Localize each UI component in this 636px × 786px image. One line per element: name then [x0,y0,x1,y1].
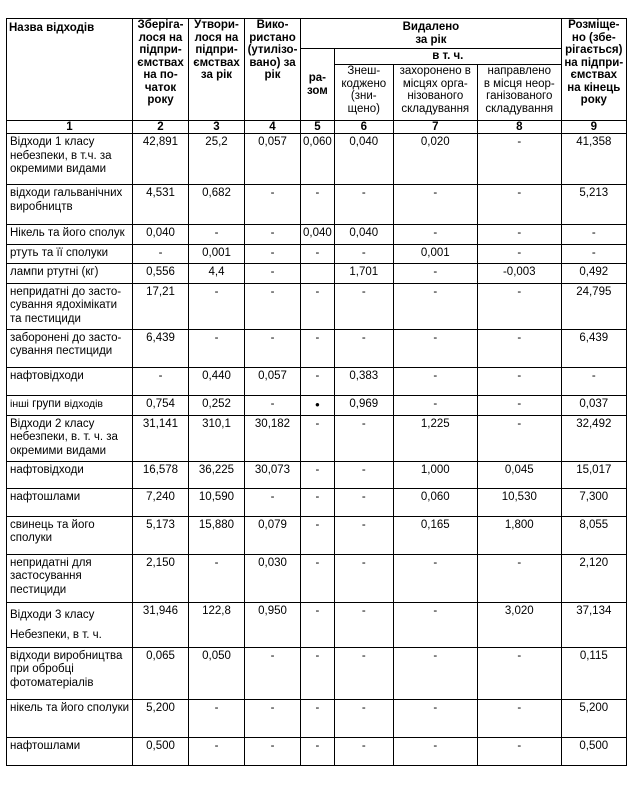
cell-value: - [245,263,301,283]
cell-value: - [301,554,335,602]
cell-value: - [245,699,301,737]
cell-value: - [334,647,393,699]
table-row [7,737,627,765]
cell-value: 32,492 [561,415,626,461]
cell-value: - [301,185,335,225]
cell-value: - [301,367,335,395]
cell-value: 0,383 [334,367,393,395]
cell-value: 15,017 [561,461,626,488]
cell-value: - [245,647,301,699]
cell-value: - [477,737,561,765]
cell-value: - [301,699,335,737]
cell-value: - [301,283,335,329]
cell-value [301,263,335,283]
cell-value: - [301,461,335,488]
table-row [7,395,627,415]
cell-value: - [393,647,477,699]
col-number: 2 [133,121,189,134]
cell-value: - [133,245,189,264]
cell-value: 41,358 [561,134,626,185]
cell-value: - [334,283,393,329]
cell-value: 0,492 [561,263,626,283]
row-name: Відходи 3 класу Небезпеки, в т. ч. [7,602,133,647]
row-name: відходи гальванічних виробництв [7,185,133,225]
cell-value: 0,065 [133,647,189,699]
row-name: непридатні для застосування пестициди [7,554,133,602]
col-number: 1 [7,121,133,134]
cell-value: 0,020 [393,134,477,185]
row-name: ртуть та її сполуки [7,245,133,264]
cell-value: - [133,367,189,395]
cell-value: 0,045 [477,461,561,488]
waste-table [6,18,627,766]
cell-value: 0,040 [133,225,189,245]
cell-value: - [393,737,477,765]
cell-value: 0,060 [301,134,335,185]
cell-value: - [393,602,477,647]
cell-value: 0,057 [245,367,301,395]
header-removed: Видалено за рік [301,19,562,49]
cell-value: 1,800 [477,516,561,554]
cell-value: - [301,488,335,516]
table-row [7,647,627,699]
cell-value: - [189,737,245,765]
cell-value: 31,946 [133,602,189,647]
cell-value: 0,040 [334,134,393,185]
cell-value: 30,182 [245,415,301,461]
header-stored-start: Зберіга- лося на підпри- ємствах на по- чаток року [133,19,189,121]
cell-value: - [245,737,301,765]
cell-value: - [393,699,477,737]
cell-value: 42,891 [133,134,189,185]
cell-value: 6,439 [133,329,189,367]
col-number: 8 [477,121,561,134]
cell-value: 8,055 [561,516,626,554]
cell-value: 0,057 [245,134,301,185]
cell-value: - [245,225,301,245]
cell-value: 1,701 [334,263,393,283]
cell-value: - [477,395,561,415]
cell-value: 0,060 [393,488,477,516]
cell-value: 25,2 [189,134,245,185]
table-row [7,283,627,329]
cell-value: - [334,699,393,737]
cell-value: 0,500 [133,737,189,765]
cell-value: 7,240 [133,488,189,516]
row-name: свинець та його сполуки [7,516,133,554]
cell-value: - [477,185,561,225]
cell-value: - [477,367,561,395]
header-sent: направлено в місця неор- ганізованого складування [477,65,561,121]
header-placed-end: Розміще- но (збе- рігається) на підпри- ємствах на кінець року [561,19,626,121]
col-number: 4 [245,121,301,134]
cell-value: 4,4 [189,263,245,283]
table-row [7,245,627,264]
cell-value: 0,079 [245,516,301,554]
header-total: ра- зом [301,49,335,121]
cell-value: 0,556 [133,263,189,283]
cell-value: -0,003 [477,263,561,283]
cell-value: 122,8 [189,602,245,647]
cell-value: - [189,329,245,367]
cell-value: - [245,395,301,415]
header-name: Назва відходів [7,19,133,121]
cell-value: 0,682 [189,185,245,225]
row-name: заборонені до засто-сування пестициди [7,329,133,367]
cell-value: - [393,554,477,602]
row-name: інші групи відходів [7,395,133,415]
cell-value: 0,030 [245,554,301,602]
col-number: 5 [301,121,335,134]
cell-value: - [477,415,561,461]
row-name: нафтовідходи [7,461,133,488]
cell-value: 10,530 [477,488,561,516]
cell-value: 0,754 [133,395,189,415]
cell-value: - [334,185,393,225]
cell-value: - [561,225,626,245]
cell-value: - [477,554,561,602]
row-name: лампи ртутні (кг) [7,263,133,283]
cell-value: 10,590 [189,488,245,516]
row-name: Відходи 1 класу небезпеки, в т.ч. за окремими видами [7,134,133,185]
row-name: Відходи 2 класу небезпеки, в. т. ч. за окремими видами [7,415,133,461]
table-row [7,602,627,647]
cell-value: 17,21 [133,283,189,329]
row-name: нікель та його сполуки [7,699,133,737]
cell-value: 0,001 [189,245,245,264]
header-used: Вико- ристано (утилізо- вано) за рік [245,19,301,121]
cell-value: - [245,185,301,225]
cell-value: - [301,516,335,554]
cell-value: - [477,647,561,699]
cell-value: - [561,367,626,395]
cell-value: - [334,245,393,264]
table-row [7,554,627,602]
table-row [7,134,627,185]
table-row [7,329,627,367]
cell-value: 5,213 [561,185,626,225]
cell-value: - [393,283,477,329]
cell-value: 15,880 [189,516,245,554]
header-neutralized: Знеш- коджено (зни- щено) [334,65,393,121]
cell-value: - [393,263,477,283]
cell-value: - [301,415,335,461]
cell-value: 5,200 [561,699,626,737]
cell-value: 1,225 [393,415,477,461]
cell-value: - [477,245,561,264]
col-number: 3 [189,121,245,134]
cell-value: - [301,737,335,765]
col-number: 9 [561,121,626,134]
cell-value: - [393,185,477,225]
table-row [7,415,627,461]
cell-value: - [393,329,477,367]
cell-value: 0,969 [334,395,393,415]
cell-value: 0,950 [245,602,301,647]
cell-value: 16,578 [133,461,189,488]
cell-value: 30,073 [245,461,301,488]
cell-value: - [477,329,561,367]
cell-value: - [245,329,301,367]
cell-value: - [189,554,245,602]
cell-value: 0,252 [189,395,245,415]
cell-value: - [301,602,335,647]
table-row [7,699,627,737]
cell-value: 0,040 [301,225,335,245]
cell-value: 2,150 [133,554,189,602]
cell-value: 0,050 [189,647,245,699]
cell-value: - [301,329,335,367]
cell-value: - [334,602,393,647]
cell-value: 37,134 [561,602,626,647]
cell-value: 31,141 [133,415,189,461]
table-row [7,263,627,283]
cell-value: 0,040 [334,225,393,245]
cell-value: - [334,554,393,602]
cell-value: - [245,245,301,264]
row-name: нафтовідходи [7,367,133,395]
cell-value: - [334,488,393,516]
cell-value: 310,1 [189,415,245,461]
cell-value: 0,165 [393,516,477,554]
cell-value: • [301,395,335,415]
table-row [7,225,627,245]
cell-value: 7,300 [561,488,626,516]
col-number: 6 [334,121,393,134]
cell-value: - [477,699,561,737]
cell-value: - [561,245,626,264]
cell-value: 2,120 [561,554,626,602]
cell-value: - [301,647,335,699]
cell-value: - [334,516,393,554]
row-name: непридатні до засто-сування ядохімікати та пестициди [7,283,133,329]
row-name: нафтошлами [7,488,133,516]
cell-value: - [301,245,335,264]
cell-value: - [245,283,301,329]
cell-value: - [477,225,561,245]
row-name: Нікель та його сполук [7,225,133,245]
cell-value: - [189,699,245,737]
column-number-row [7,121,627,134]
row-name: нафтошлами [7,737,133,765]
cell-value: 4,531 [133,185,189,225]
cell-value: - [245,488,301,516]
cell-value: - [334,329,393,367]
table-row [7,516,627,554]
cell-value: 0,115 [561,647,626,699]
cell-value: - [334,737,393,765]
cell-value: - [334,461,393,488]
cell-value: 5,200 [133,699,189,737]
cell-value: 0,037 [561,395,626,415]
cell-value: 3,020 [477,602,561,647]
row-name: відходи виробництва при обробці фотоматеріалів [7,647,133,699]
cell-value: 1,000 [393,461,477,488]
table-row [7,367,627,395]
cell-value: - [477,134,561,185]
cell-value: - [393,367,477,395]
cell-value: - [189,225,245,245]
header-buried: захоронено в місцях орга- нізованого складування [393,65,477,121]
table-row [7,185,627,225]
cell-value: - [334,415,393,461]
cell-value: - [393,395,477,415]
cell-value: - [393,225,477,245]
cell-value: 36,225 [189,461,245,488]
cell-value: 24,795 [561,283,626,329]
cell-value: 0,500 [561,737,626,765]
cell-value: 0,440 [189,367,245,395]
cell-value: 6,439 [561,329,626,367]
cell-value: 0,001 [393,245,477,264]
cell-value: 5,173 [133,516,189,554]
cell-value: - [477,283,561,329]
col-number: 7 [393,121,477,134]
header-formed: Утвори- лося на підпри- ємствах за рік [189,19,245,121]
header-incl: в т. ч. [334,49,561,65]
table-row [7,461,627,488]
cell-value: - [189,283,245,329]
table-row [7,488,627,516]
